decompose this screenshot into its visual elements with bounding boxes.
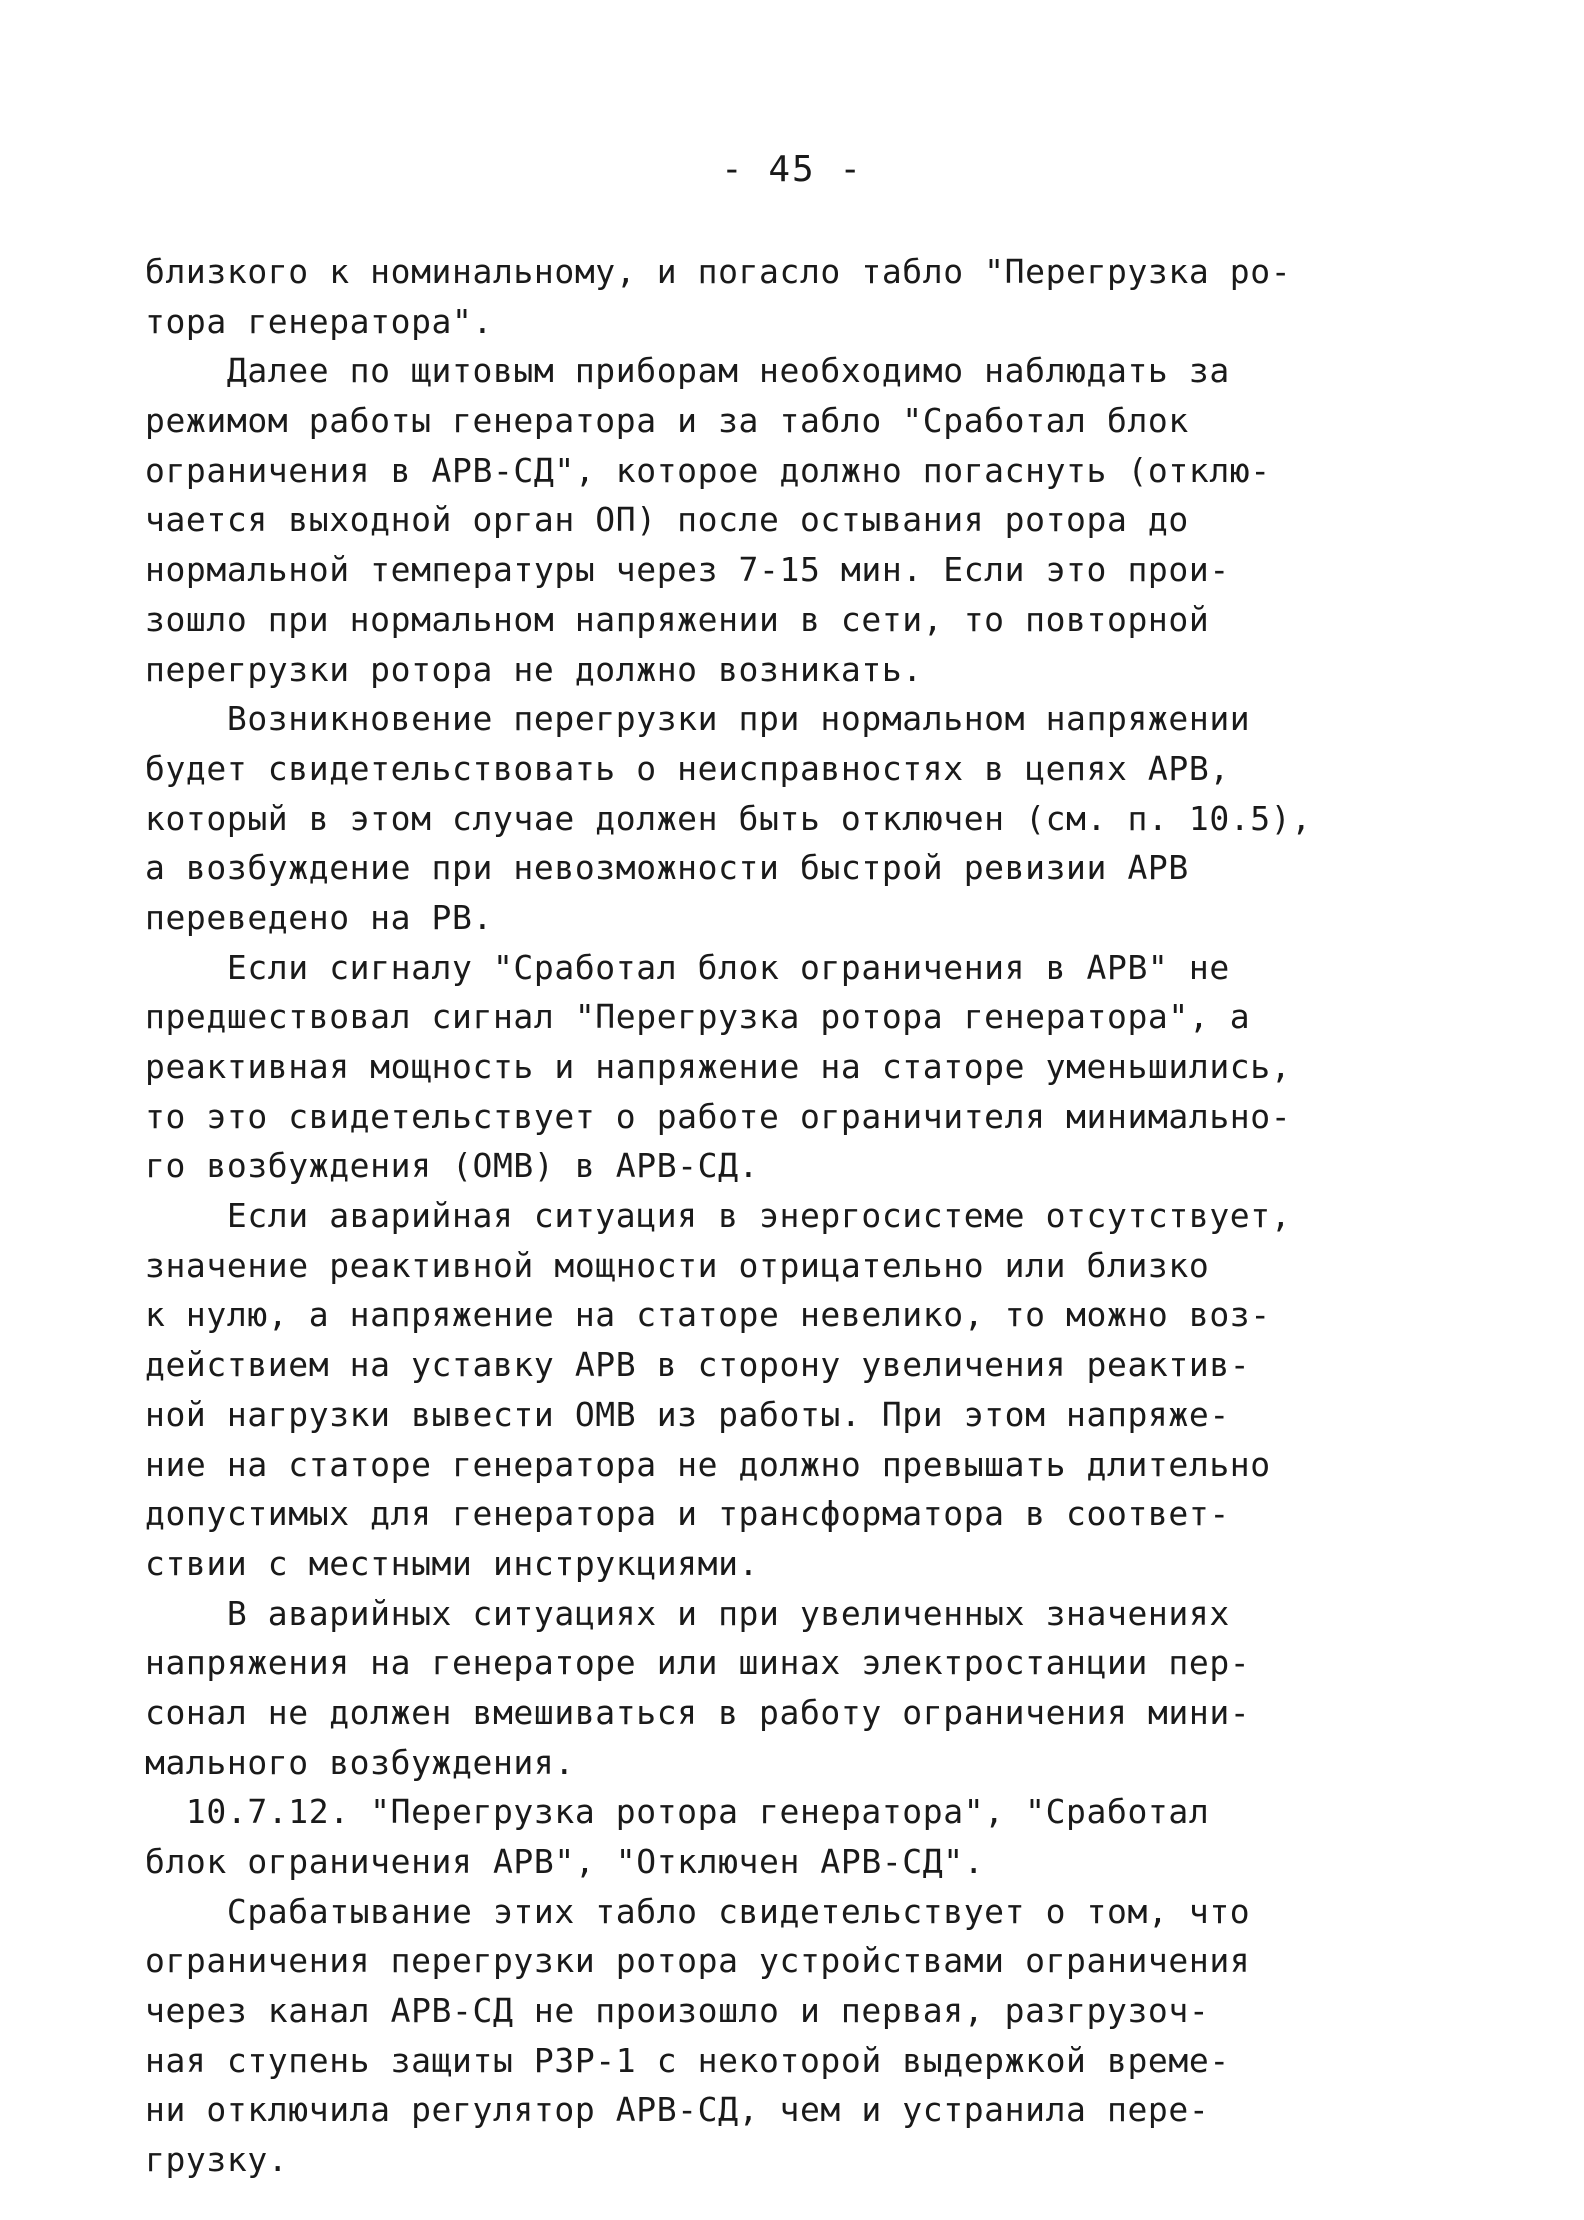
text-line: перегрузки ротора не должно возникать. [145,649,923,689]
text-line: нормальной температуры через 7-15 мин. Если это прои- [145,550,1230,590]
text-line: сонал не должен вмешиваться в работу ограничения мини- [145,1692,1251,1732]
text-line: ограничения в АРВ-СД", которое должно погаснуть (отклю- [145,450,1271,490]
text-line: зошло при нормальном напряжении в сети, то повторной [145,599,1210,639]
text-line: Возникновение перегрузки при нормальном напряжении [145,699,1251,739]
text-line: тора генератора". [145,301,493,341]
text-line: Срабатывание этих табло свидетельствует о том, что [145,1891,1251,1931]
text-line: Если сигналу "Сработал блок ограничения в АРВ" не [145,947,1230,987]
text-line: ствии с местными инструкциями. [145,1543,760,1583]
text-line: Далее по щитовым приборам необходимо наблюдать за [145,351,1230,391]
text-line: близкого к номинальному, и погасло табло "Перегрузка ро- [145,252,1292,291]
text-line: ни отключила регулятор АРВ-СД, чем и устранила пере- [145,2090,1210,2130]
text-line: чается выходной орган ОП) после остывания ротора до [145,500,1189,540]
text-line: мального возбуждения. [145,1742,575,1782]
text-line: то это свидетельствует о работе ограничителя минимально- [145,1096,1292,1136]
text-line: В аварийных ситуациях и при увеличенных значениях [145,1593,1230,1633]
text-line: предшествовал сигнал "Перегрузка ротора генератора", а [145,997,1251,1037]
body-text [145,247,1465,2185]
text-line: допустимых для генератора и трансформатора в соответ- [145,1494,1230,1534]
text-line: который в этом случае должен быть отключен (см. п. 10.5), [145,798,1312,838]
text-line: через канал АРВ-СД не произошло и первая, разгрузоч- [145,1991,1210,2031]
text-line: будет свидетельствовать о неисправностях в цепях АРВ, [145,748,1230,788]
text-line: действием на уставку АРВ в сторону увеличения реактив- [145,1345,1251,1385]
text-line: 10.7.12. "Перегрузка ротора генератора", "Сработал [145,1792,1210,1832]
text-line: ной нагрузки вывести ОМВ из работы. При этом напряже- [145,1394,1230,1434]
text-line: го возбуждения (ОМВ) в АРВ-СД. [145,1146,760,1186]
text-line: блок ограничения АРВ", "Отключен АРВ-СД". [145,1842,985,1881]
text-line: ограничения перегрузки ротора устройствами ограничения [145,1941,1251,1981]
text-line: грузку. [145,2140,289,2180]
text-line: реактивная мощность и напряжение на статоре уменьшились, [145,1047,1292,1086]
text-line: напряжения на генераторе или шинах электростанции пер- [145,1643,1251,1683]
text-line: к нулю, а напряжение на статоре невелико, то можно воз- [145,1295,1271,1335]
text-line: значение реактивной мощности отрицательно или близко [145,1245,1210,1285]
text-line: а возбуждение при невозможности быстрой ревизии АРВ [145,848,1189,888]
text-line: ная ступень защиты РЗР-1 с некоторой выдержкой време- [145,2040,1230,2080]
text-line: ние на статоре генератора не должно превышать длительно [145,1444,1271,1484]
text-line: режимом работы генератора и за табло "Сработал блок [145,401,1189,441]
page-number: - 45 - [720,149,864,190]
text-line: Если аварийная ситуация в энергосистеме отсутствует, [145,1196,1292,1236]
text-line: переведено на РВ. [145,897,493,937]
